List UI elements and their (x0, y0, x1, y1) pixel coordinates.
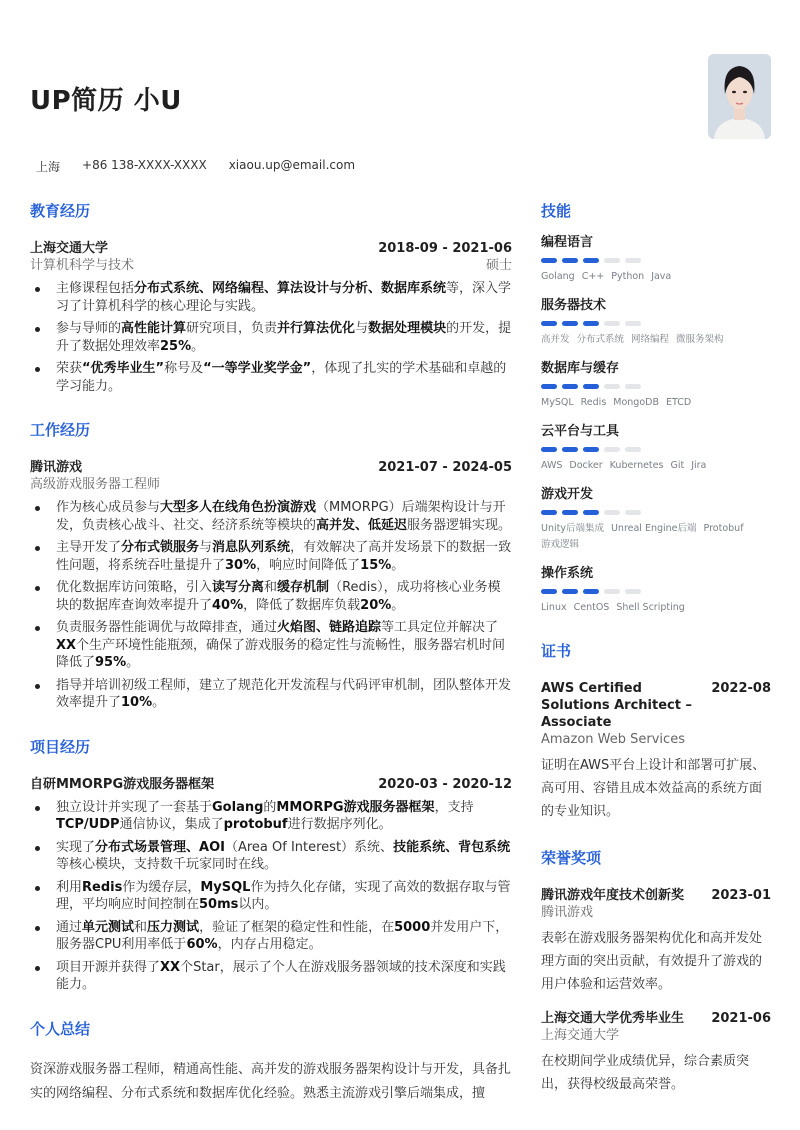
level-segment (541, 447, 557, 452)
school-name: 上海交通大学 (30, 241, 109, 256)
skill-tag: Python (611, 271, 645, 282)
summary-text: 资深游戏服务器工程师，精通高性能、高并发的游戏服务器架构设计与开发，具备扎实的网络编程、分布式系统和数据库优化经验。熟悉主流游戏引擎后端集成，擅 (30, 1061, 512, 1101)
skill-tags (541, 600, 771, 616)
level-segment (583, 384, 599, 389)
skill-tag: 微服务架构 (676, 334, 724, 345)
company-name: 腾讯游戏 (30, 460, 83, 475)
skill-level-bar (541, 589, 771, 594)
awards-section (541, 847, 771, 1096)
level-segment (541, 510, 557, 515)
work-section (30, 419, 512, 712)
skill-name: 编程语言 (541, 235, 594, 250)
skill-tag: Kubernetes (609, 460, 664, 471)
award-item (541, 1010, 771, 1096)
skill-tag: 分布式系统 (576, 334, 625, 345)
entry-header (541, 1010, 771, 1027)
skill-tag: MongoDB (613, 397, 659, 408)
level-segment (541, 321, 557, 326)
level-segment (625, 447, 641, 452)
entry-header (30, 459, 512, 476)
skill-tag: Git (670, 460, 685, 471)
skills-section (541, 200, 771, 616)
award-item (541, 887, 771, 996)
level-segment (562, 510, 578, 515)
level-segment (562, 589, 578, 594)
section-title: 个人总结 (30, 1019, 91, 1038)
certificates-section (541, 640, 771, 823)
skill-name: 数据库与缓存 (541, 361, 620, 376)
section-title: 教育经历 (30, 202, 91, 220)
level-segment (625, 321, 641, 326)
section-title: 技能 (541, 202, 572, 220)
skill-name: 操作系统 (541, 566, 594, 581)
date-range: 2020-03 - 2020-12 (378, 776, 512, 792)
skill-name: 云平台与工具 (541, 424, 620, 439)
skill-tags (541, 395, 771, 411)
contact-info (36, 158, 355, 175)
level-segment (583, 258, 599, 263)
skill-name: 服务器技术 (541, 298, 607, 313)
bullet-item: 主修课程包括分布式系统、网络编程、算法设计与分析、数据库系统等，深入学习了计算机科学的核心理论与实践。 (30, 280, 512, 315)
bullet-item: 优化数据库访问策略，引入读写分离和缓存机制（Redis），成功将核心业务模块的数据库查询效率提升了40%，降低了数据库负载20%。 (30, 579, 512, 614)
major: 计算机科学与技术 (30, 258, 135, 273)
section-title: 项目经历 (30, 737, 91, 756)
level-segment (562, 321, 578, 326)
bullet-item: 通过单元测试和压力测试，验证了框架的稳定性和性能，在5000并发用户下，服务器CPU利用率低于60%，内存占用稳定。 (30, 919, 512, 954)
entry-subheader (30, 257, 512, 274)
level-segment (583, 589, 599, 594)
level-segment (604, 258, 620, 263)
bullet-item: 负责服务器性能调优与故障排查，通过火焰图、链路追踪等工具定位并解决了XX个生产环境性能瓶颈，确保了游戏服务的稳定性与流畅性，服务器宕机时间降低了95%。 (30, 619, 512, 672)
award-description: 表彰在游戏服务器架构优化和高并发处理方面的突出贡献，有效提升了游戏的用户体验和运营效率。 (541, 931, 763, 992)
skill-level-bar (541, 510, 771, 515)
level-segment (625, 384, 641, 389)
bullet-item: 主导开发了分布式锁服务与消息队列系统，有效解决了高并发场景下的数据一致性问题，将系统吞吐量提升了30%，响应时间降低了15%。 (30, 539, 512, 574)
date-range: 2021-07 - 2024-05 (378, 460, 512, 475)
skill-tag: Java (651, 271, 672, 282)
level-segment (604, 447, 620, 452)
level-segment (562, 447, 578, 452)
bullet-item: 项目开源并获得了XX个Star，展示了个人在游戏服务器领域的技术深度和实践能力。 (30, 959, 512, 994)
level-segment (562, 258, 578, 263)
award-date: 2023-01 (711, 888, 771, 903)
projects-section (30, 736, 512, 994)
skill-group (541, 297, 771, 348)
level-segment (604, 384, 620, 389)
entry-header (541, 680, 771, 731)
skill-tag: MySQL (541, 397, 574, 408)
skill-tag: 高并发 (541, 334, 570, 345)
job-title: 高级游戏服务器工程师 (30, 477, 161, 492)
skill-tag: C++ (581, 271, 605, 282)
education-section (30, 200, 512, 395)
certificate-name: AWS Certified Solutions Architect – Associate (541, 681, 692, 730)
level-segment (583, 321, 599, 326)
skill-tag: 游戏逻辑 (541, 539, 580, 550)
award-date: 2021-06 (711, 1011, 771, 1026)
skill-tag: CentOS (573, 602, 610, 613)
bullet-item: 利用Redis作为缓存层，MySQL作为持久化存储，实现了高效的数据存取与管理，平均响应时间控制在50ms以内。 (30, 879, 512, 914)
skill-tag: Protobuf (703, 523, 744, 534)
bullet-item: 荣获“优秀毕业生”称号及“一等学业奖学金”，体现了扎实的学术基础和卓越的学习能力。 (30, 360, 512, 395)
skill-tags (541, 269, 771, 285)
left-column (30, 200, 512, 1130)
skill-tag: AWS (541, 460, 563, 471)
level-segment (604, 321, 620, 326)
bullet-list (30, 499, 512, 712)
certificate-date: 2022-08 (711, 681, 771, 696)
skill-tag: Golang (541, 271, 575, 282)
right-column (541, 200, 771, 1120)
award-org: 腾讯游戏 (541, 905, 594, 920)
skill-tag: Docker (569, 460, 603, 471)
skill-tag: Shell Scripting (616, 602, 685, 613)
skill-tags (541, 458, 771, 474)
entry-subheader (30, 476, 512, 493)
bullet-item: 独立设计并实现了一套基于Golang的MMORPG游戏服务器框架，支持TCP/UDP通信协议，集成了protobuf进行数据序列化。 (30, 799, 512, 834)
skill-tag: Unity后端集成 (541, 523, 604, 534)
skill-tags (541, 332, 771, 348)
bullet-item: 实现了分布式场景管理、AOI（Area Of Interest）系统、技能系统、背包系统等核心模块，支持数千玩家同时在线。 (30, 839, 512, 874)
skill-tag: Redis (580, 397, 607, 408)
award-name: 上海交通大学优秀毕业生 (541, 1011, 685, 1026)
skill-group (541, 360, 771, 411)
level-segment (583, 447, 599, 452)
location-text: 上海 (36, 160, 61, 174)
profile-photo (708, 54, 771, 139)
award-org: 上海交通大学 (541, 1028, 620, 1043)
level-segment (541, 589, 557, 594)
skill-group (541, 486, 771, 553)
level-segment (625, 510, 641, 515)
skill-level-bar (541, 321, 771, 326)
certificate-description: 证明在AWS平台上设计和部署可扩展、高可用、容错且成本效益高的系统方面的专业知识。 (541, 758, 766, 819)
skills-list (541, 234, 771, 616)
award-name: 腾讯游戏年度技术创新奖 (541, 888, 685, 903)
skill-tag: 网络编程 (631, 334, 670, 345)
level-segment (562, 384, 578, 389)
section-title: 工作经历 (30, 421, 91, 439)
resume-header (0, 0, 800, 190)
level-segment (604, 589, 620, 594)
entry-header (30, 240, 512, 257)
entry-header (541, 887, 771, 904)
skill-tag: ETCD (665, 397, 692, 408)
skill-group (541, 234, 771, 285)
section-title: 证书 (541, 642, 572, 660)
phone-text: +86 138-XXXX-XXXX (82, 158, 207, 172)
date-range: 2018-09 - 2021-06 (378, 241, 512, 256)
level-segment (625, 258, 641, 263)
skill-tag: Unreal Engine后端 (610, 523, 697, 534)
email-link[interactable]: xiaou.up@email.com (228, 158, 356, 172)
level-segment (604, 510, 620, 515)
skill-tags (541, 521, 771, 553)
skill-level-bar (541, 258, 771, 263)
skill-group (541, 423, 771, 474)
skill-level-bar (541, 447, 771, 452)
bullet-item: 参与导师的高性能计算研究项目，负责并行算法优化与数据处理模块的开发，提升了数据处理效率25%。 (30, 320, 512, 355)
entry-header (30, 776, 512, 793)
level-segment (583, 510, 599, 515)
bullet-list (30, 799, 512, 994)
skill-level-bar (541, 384, 771, 389)
portrait-image-icon (708, 54, 771, 139)
level-segment (541, 384, 557, 389)
bullet-item: 作为核心成员参与大型多人在线角色扮演游戏（MMORPG）后端架构设计与开发，负责核心战斗、社交、经济系统等模块的高并发、低延迟服务器逻辑实现。 (30, 499, 512, 534)
skill-tag: Jira (691, 460, 707, 471)
bullet-item: 指导并培训初级工程师，建立了规范化开发流程与代码评审机制，团队整体开发效率提升了10%。 (30, 677, 512, 712)
award-description: 在校期间学业成绩优异，综合素质突出，获得校级最高荣誉。 (541, 1054, 750, 1092)
section-title: 荣誉奖项 (541, 849, 602, 867)
candidate-name: UP简历 小U (30, 86, 182, 116)
project-name: 自研MMORPG游戏服务器框架 (30, 776, 215, 792)
level-segment (541, 258, 557, 263)
skill-name: 游戏开发 (541, 487, 594, 502)
level-segment (625, 589, 641, 594)
skill-tag: Linux (541, 602, 567, 613)
bullet-list (30, 280, 512, 395)
certificate-issuer: Amazon Web Services (541, 732, 685, 747)
skill-group (541, 565, 771, 616)
degree: 硕士 (485, 258, 512, 273)
summary-section (30, 1018, 512, 1106)
